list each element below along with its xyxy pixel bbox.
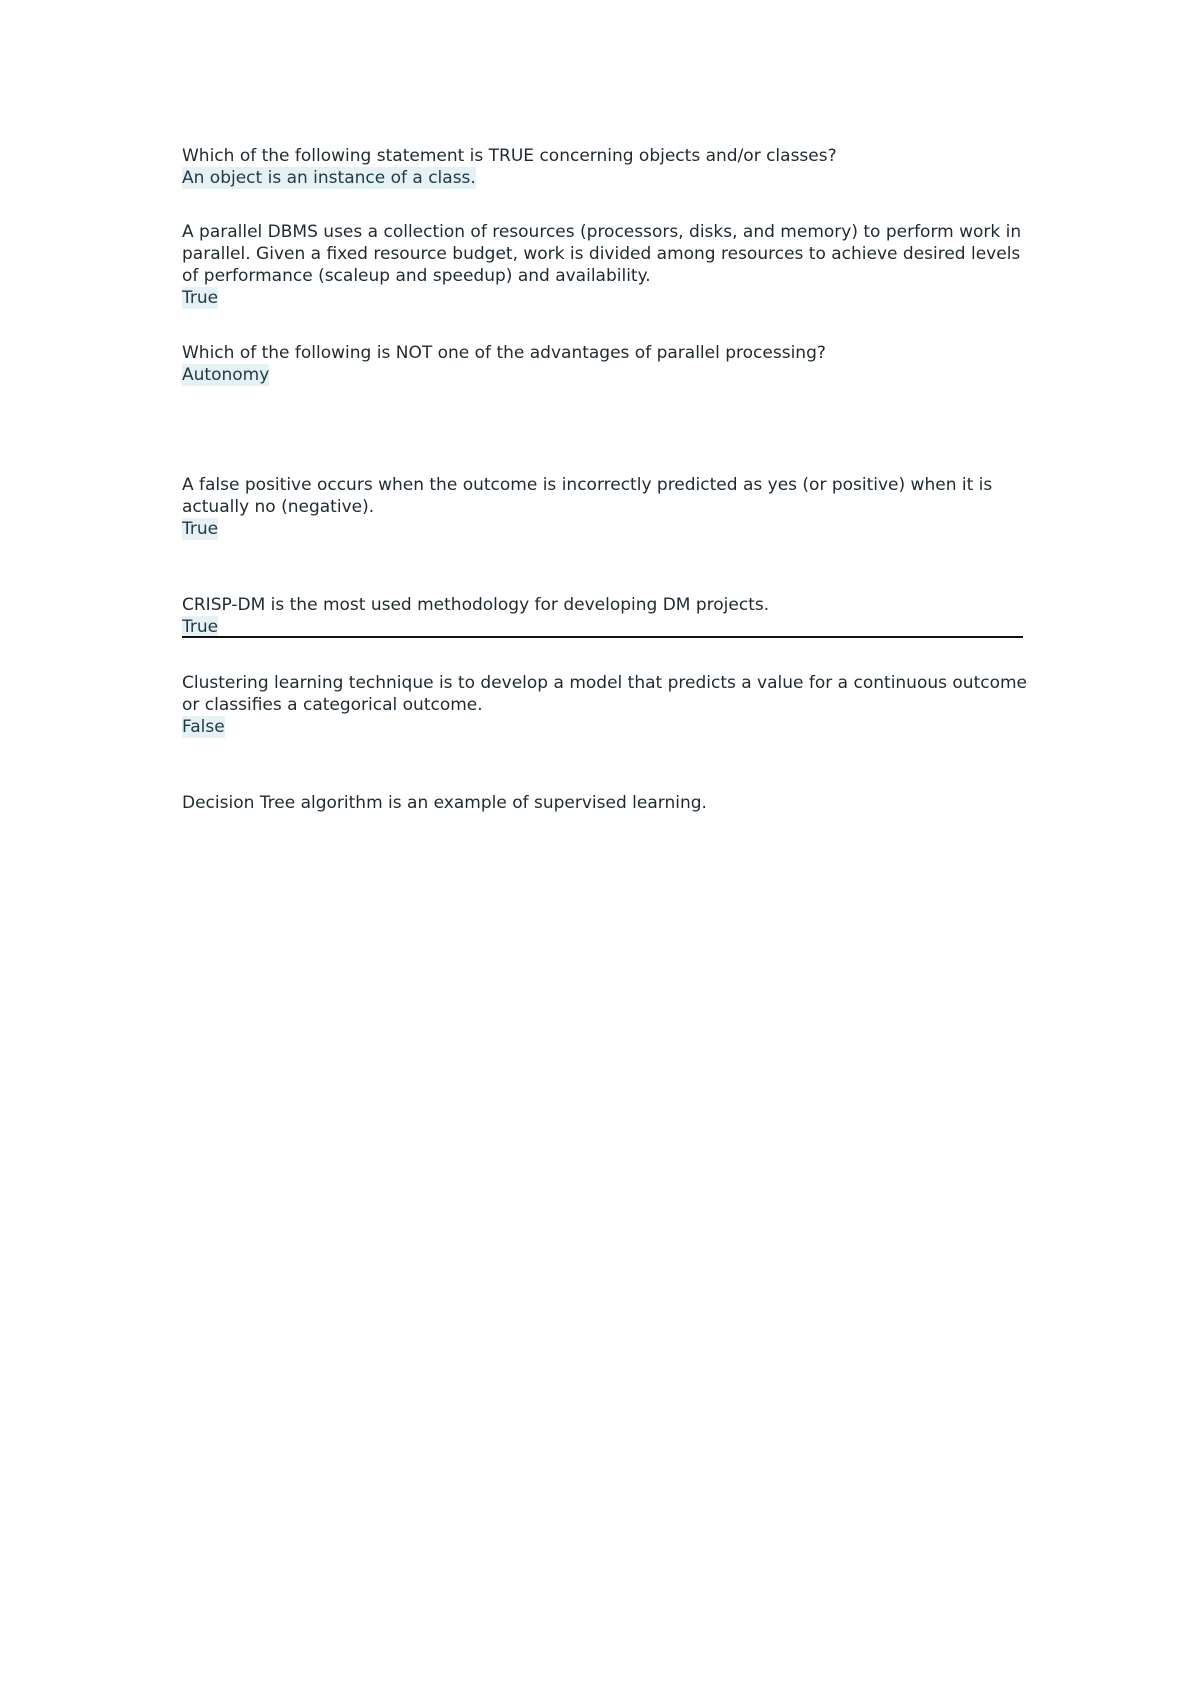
answer-text: True [182, 617, 219, 637]
horizontal-divider [182, 636, 1023, 638]
qa-item-3 [182, 342, 1032, 386]
question-text: A parallel DBMS uses a collection of resources (processors, disks, and memory) to perform work in parallel. Given a fixed resource budget, work is divided among resources to achieve desired levels of performance (scaleup and speedup) and availability. [182, 222, 1022, 286]
question-text: Which of the following is NOT one of the advantages of parallel processing? [182, 343, 826, 363]
question-text: Clustering learning technique is to develop a model that predicts a value for a continuous outcome or classifies a categorical outcome. [182, 673, 1028, 715]
qa-item-6 [182, 672, 1032, 738]
answer-text: An object is an instance of a class. [182, 168, 476, 188]
answer-text: True [182, 519, 219, 539]
question-text: A false positive occurs when the outcome is incorrectly predicted as yes (or positive) when it is actually no (negative). [182, 475, 993, 517]
question-text: Which of the following statement is TRUE concerning objects and/or classes? [182, 146, 837, 166]
qa-item-2 [182, 221, 1032, 309]
qa-item-5 [182, 594, 1032, 638]
answer-text: Autonomy [182, 365, 270, 385]
answer-text: True [182, 288, 219, 308]
qa-item-1 [182, 145, 1032, 189]
question-text: Decision Tree algorithm is an example of supervised learning. [182, 793, 707, 813]
answer-text: False [182, 717, 225, 737]
question-text: CRISP-DM is the most used methodology for developing DM projects. [182, 595, 770, 615]
qa-item-7 [182, 792, 1032, 814]
qa-item-4 [182, 474, 1032, 540]
